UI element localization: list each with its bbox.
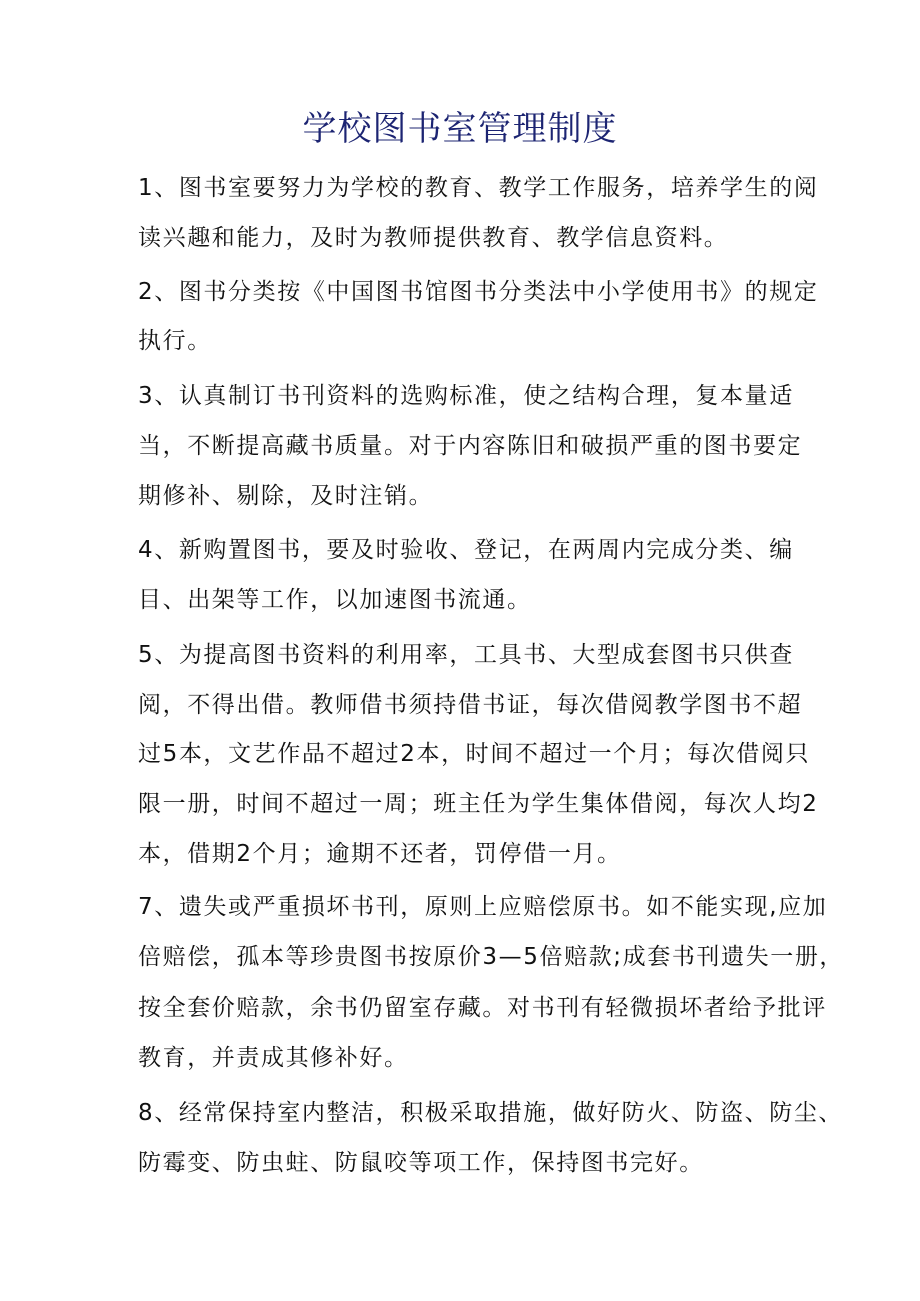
paragraph-5-line-2: 阅，不得出借。教师借书须持借书证，每次借阅教学图书不超 [138, 692, 803, 718]
paragraph-4-line-1: 4、新购置图书，要及时验收、登记，在两周内完成分类、编 [138, 537, 794, 563]
page-title: 学校图书室管理制度 [302, 109, 618, 149]
paragraph-7-line-3: 按全套价赔款，余书仍留室存藏。对书刊有轻微损坏者给予批评 [138, 995, 827, 1021]
paragraph-3-line-2: 当，不断提高藏书质量。对于内容陈旧和破损严重的图书要定 [138, 433, 803, 459]
paragraph-2-line-2: 执行。 [138, 328, 212, 354]
paragraph-7-line-2: 倍赔偿，孤本等珍贵图书按原价3—5倍赔款;成套书刊遗失一册， [138, 944, 845, 970]
paragraph-5-line-3: 过5本，文艺作品不超过2本，时间不超过一个月；每次借阅只 [138, 741, 811, 767]
paragraph-5-line-5: 本，借期2个月；逾期不还者，罚停借一月。 [138, 841, 622, 867]
paragraph-5-line-1: 5、为提高图书资料的利用率，工具书、大型成套图书只供查 [138, 642, 794, 668]
paragraph-4-line-2: 目、出架等工作，以加速图书流通。 [138, 587, 532, 613]
paragraph-7-line-1: 7、遗失或严重损坏书刊，原则上应赔偿原书。如不能实现,应加 [138, 894, 828, 920]
paragraph-8-line-1: 8、经常保持室内整洁，积极采取措施，做好防火、防盗、防尘、 [138, 1100, 844, 1126]
paragraph-5-line-4: 限一册，时间不超过一周；班主任为学生集体借阅，每次人均2 [138, 791, 819, 817]
paragraph-7-line-4: 教育，并责成其修补好。 [138, 1045, 409, 1071]
paragraph-3-line-1: 3、认真制订书刊资料的选购标准，使之结构合理，复本量适 [138, 383, 794, 409]
paragraph-1-line-2: 读兴趣和能力，及时为教师提供教育、教学信息资料。 [138, 225, 729, 251]
paragraph-3-line-3: 期修补、剔除，及时注销。 [138, 483, 434, 509]
paragraph-2-line-1: 2、图书分类按《中国图书馆图书分类法中小学使用书》的规定 [138, 279, 819, 305]
paragraph-8-line-2: 防霉变、防虫蛀、防鼠咬等项工作，保持图书完好。 [138, 1150, 704, 1176]
paragraph-1-line-1: 1、图书室要努力为学校的教育、教学工作服务，培养学生的阅 [138, 175, 819, 201]
